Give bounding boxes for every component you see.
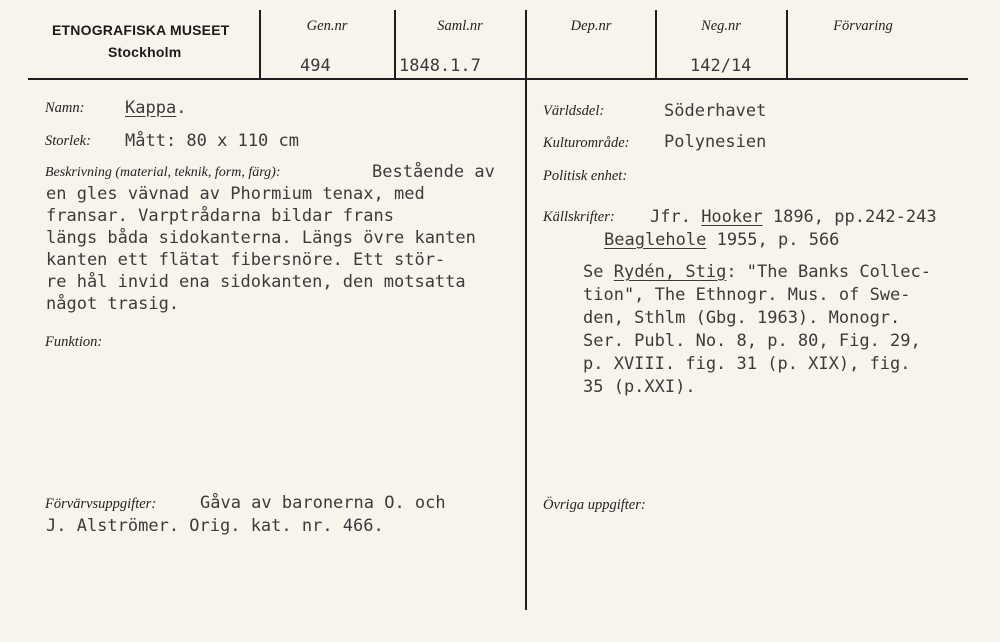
namn-value: Kappa bbox=[125, 98, 177, 118]
museum-city: Stockholm bbox=[108, 44, 182, 60]
namn-label: Namn: bbox=[45, 100, 85, 116]
kallskrifter-line: 35 (p.XXI). bbox=[583, 377, 696, 397]
namn-period: . bbox=[176, 98, 187, 118]
gen-label: Gen.nr bbox=[306, 18, 348, 34]
funktion-label: Funktion: bbox=[45, 334, 103, 350]
kulturomrade-value: Polynesien bbox=[664, 132, 767, 152]
gen-value: 494 bbox=[300, 56, 331, 76]
beskrivning-line: Bestående av bbox=[372, 162, 495, 182]
kallskrifter-line: Jfr. Hooker 1896, pp.242-243 bbox=[650, 207, 937, 227]
storlek-label: Storlek: bbox=[45, 133, 91, 149]
beskrivning-line: fransar. Varptrådarna bildar frans bbox=[46, 206, 394, 226]
politisk-label: Politisk enhet: bbox=[543, 168, 628, 184]
author-hooker: Hooker bbox=[701, 207, 763, 227]
dep-label: Dep.nr bbox=[570, 18, 612, 34]
saml-label: Saml.nr bbox=[437, 18, 483, 34]
kallskrifter-line: den, Sthlm (Gbg. 1963). Monogr. bbox=[583, 308, 901, 328]
forvaring-label: Förvaring bbox=[833, 18, 893, 34]
beskrivning-line: re hål invid ena sidokanten, den motsatta bbox=[46, 272, 466, 292]
beskrivning-line: kanten ett flätat fibersnöre. Ett stör- bbox=[46, 250, 446, 270]
kallskrifter-label: Källskrifter: bbox=[543, 209, 615, 225]
forvarv-line: J. Alströmer. Orig. kat. nr. 466. bbox=[46, 516, 384, 536]
kallskrifter-line: Ser. Publ. No. 8, p. 80, Fig. 29, bbox=[583, 331, 921, 351]
forvarv-label: Förvärvsuppgifter: bbox=[45, 496, 157, 512]
kallskrifter-line: Se Rydén, Stig: "The Banks Collec- bbox=[583, 262, 932, 282]
beskrivning-line: en gles vävnad av Phormium tenax, med bbox=[46, 184, 425, 204]
kallskrifter-line: p. XVIII. fig. 31 (p. XIX), fig. bbox=[583, 354, 911, 374]
header-divider bbox=[259, 10, 261, 78]
forvarv-line: Gåva av baronerna O. och bbox=[200, 493, 446, 513]
kulturomrade-label: Kulturområde: bbox=[543, 135, 630, 151]
neg-label: Neg.nr bbox=[701, 18, 741, 34]
ovriga-label: Övriga uppgifter: bbox=[543, 497, 646, 513]
museum-name: ETNOGRAFISKA MUSEET bbox=[52, 22, 230, 38]
namn-field bbox=[125, 98, 186, 118]
varldsdel-label: Världsdel: bbox=[543, 103, 605, 119]
author-ryden: Rydén, Stig bbox=[613, 262, 727, 282]
beskrivning-line: längs båda sidokanterna. Längs övre kanten bbox=[46, 228, 476, 248]
header-rule bbox=[28, 78, 968, 80]
storlek-value: Mått: 80 x 110 cm bbox=[125, 131, 299, 151]
author-beaglehole: Beaglehole bbox=[604, 230, 707, 250]
center-divider bbox=[525, 80, 527, 610]
neg-value: 142/14 bbox=[690, 56, 752, 76]
kallskrifter-line: tion", The Ethnogr. Mus. of Swe- bbox=[583, 285, 911, 305]
varldsdel-value: Söderhavet bbox=[664, 101, 767, 121]
beskrivning-line: något trasig. bbox=[46, 294, 180, 314]
kallskrifter-line: Beaglehole 1955, p. 566 bbox=[604, 230, 840, 250]
beskrivning-label: Beskrivning (material, teknik, form, färg): bbox=[45, 165, 281, 180]
saml-value: 1848.1.7 bbox=[399, 56, 481, 76]
